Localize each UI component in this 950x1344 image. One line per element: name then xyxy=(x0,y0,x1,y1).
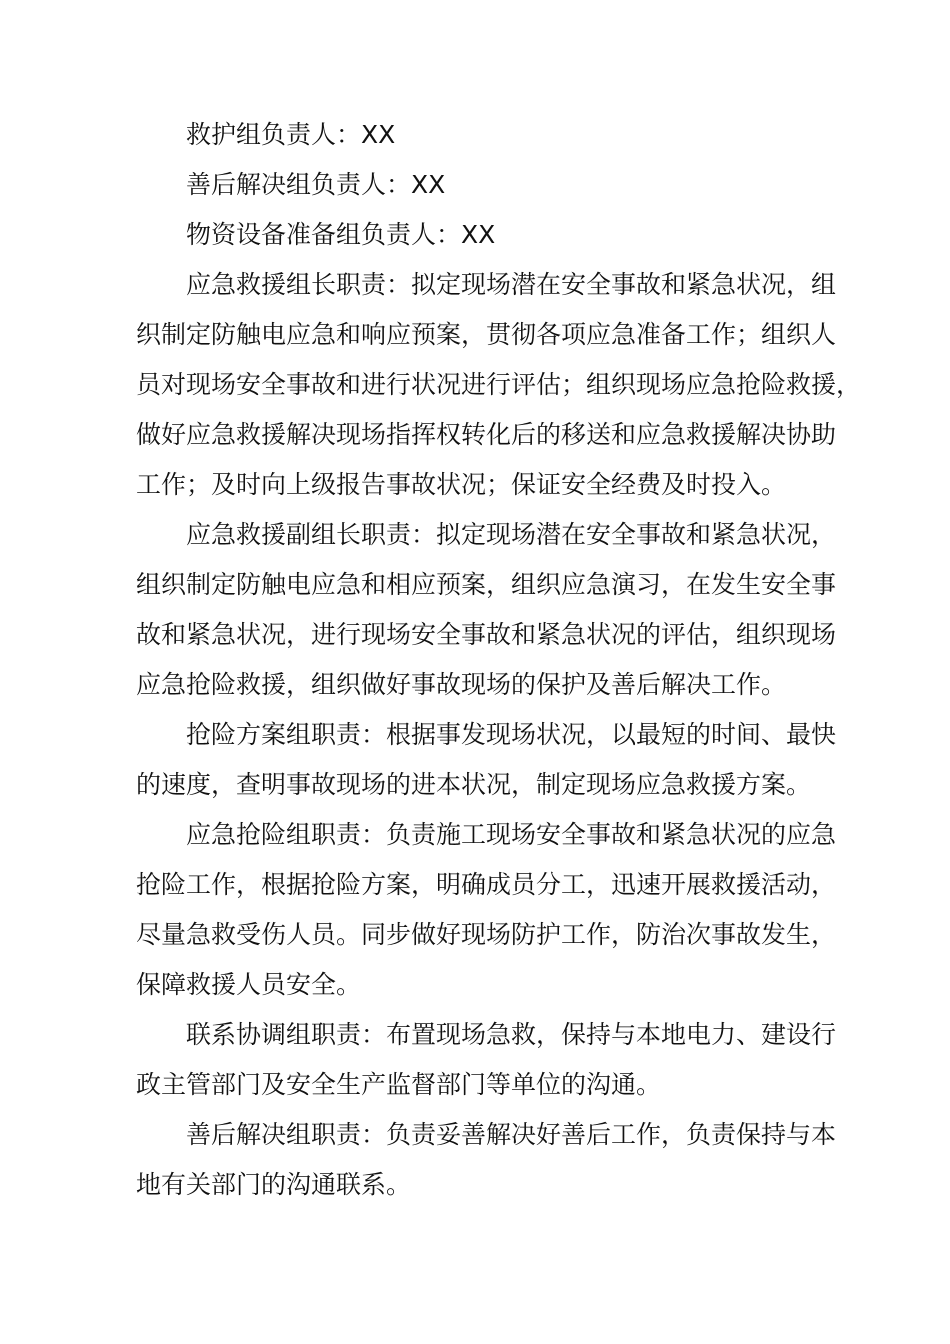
document-body xyxy=(136,110,862,1210)
text-line: 善后解决组负责人：XX xyxy=(186,170,446,199)
paragraph-liaison-team-duties xyxy=(136,1010,856,1110)
paragraph-aftermath-team-duties xyxy=(136,1110,856,1210)
text-line: 员对现场安全事故和进行状况进行评估；组织现场应急抢险救援， xyxy=(136,370,862,399)
paragraph-leader-duties xyxy=(136,260,862,510)
text-line: 应急救援副组长职责：拟定现场潜在安全事故和紧急状况， xyxy=(186,520,837,549)
text-line: 故和紧急状况，进行现场安全事故和紧急状况的评估，组织现场 xyxy=(136,620,837,649)
text-line: 应急救援组长职责：拟定现场潜在安全事故和紧急状况，组 xyxy=(186,270,837,299)
text-line: 地有关部门的沟通联系。 xyxy=(136,1170,412,1199)
text-line: 的速度，查明事故现场的进本状况，制定现场应急救援方案。 xyxy=(136,770,812,799)
text-line: 做好应急救援解决现场指挥权转化后的移送和应急救援解决协助 xyxy=(136,420,837,449)
text-line: 救护组负责人：XX xyxy=(186,120,396,149)
text-line: 应急抢险组职责：负责施工现场安全事故和紧急状况的应急 xyxy=(186,820,837,849)
text-line: 应急抢险救援，组织做好事故现场的保护及善后解决工作。 xyxy=(136,670,787,699)
text-line: 政主管部门及安全生产监督部门等单位的沟通。 xyxy=(136,1070,662,1099)
text-line: 尽量急救受伤人员。同步做好现场防护工作，防治次事故发生， xyxy=(136,920,837,949)
paragraph-materials-team-leader xyxy=(136,210,856,260)
paragraph-aftermath-team-leader xyxy=(136,160,856,210)
text-line: 工作；及时向上级报告事故状况；保证安全经费及时投入。 xyxy=(136,470,787,499)
text-line: 抢险方案组职责：根据事发现场状况，以最短的时间、最快 xyxy=(186,720,837,749)
paragraph-emergency-rescue-team-duties xyxy=(136,810,856,1010)
text-line: 织制定防触电应急和响应预案，贯彻各项应急准备工作；组织人 xyxy=(136,320,837,349)
text-line: 善后解决组职责：负责妥善解决好善后工作，负责保持与本 xyxy=(186,1120,837,1149)
text-line: 联系协调组职责：布置现场急救，保持与本地电力、建设行 xyxy=(186,1020,837,1049)
paragraph-rescue-team-leader xyxy=(136,110,856,160)
paragraph-deputy-leader-duties xyxy=(136,510,856,710)
text-line: 抢险工作，根据抢险方案，明确成员分工，迅速开展救援活动， xyxy=(136,870,837,899)
text-line: 组织制定防触电应急和相应预案，组织应急演习，在发生安全事 xyxy=(136,570,837,599)
paragraph-rescue-plan-team-duties xyxy=(136,710,856,810)
text-line: 物资设备准备组负责人：XX xyxy=(186,220,496,249)
text-line: 保障救援人员安全。 xyxy=(136,970,362,999)
